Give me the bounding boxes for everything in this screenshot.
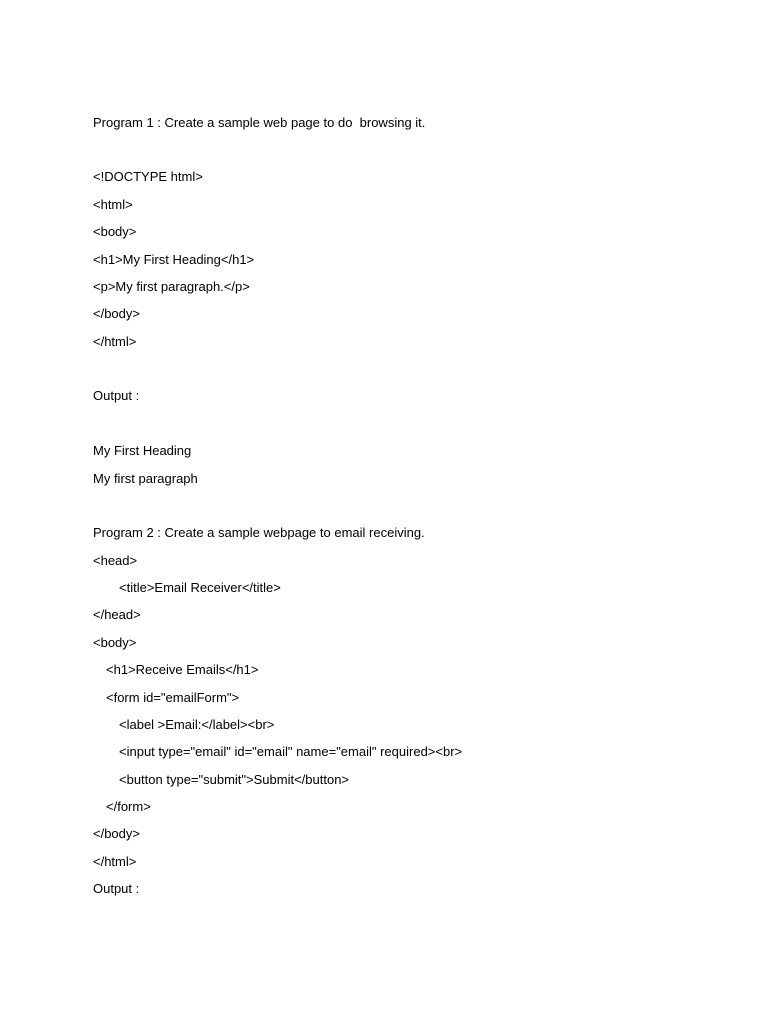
code-line: <head> (93, 553, 138, 568)
code-line: <button type="submit">Submit</button> (119, 772, 350, 787)
output-label: Output : (93, 388, 140, 403)
code-line: </html> (93, 334, 137, 349)
code-line: <p>My first paragraph.</p> (93, 279, 250, 294)
code-line: <label >Email:</label><br> (119, 717, 275, 732)
output-line: My First Heading (93, 443, 192, 458)
program-1-heading: Program 1 : Create a sample web page to do browsing it. (93, 115, 426, 130)
code-line: </html> (93, 854, 137, 869)
code-line: </body> (93, 826, 140, 841)
output-label: Output : (93, 881, 140, 896)
code-line: </head> (93, 607, 141, 622)
code-line: <h1>Receive Emails</h1> (106, 662, 259, 677)
code-line: <form id="emailForm"> (106, 690, 240, 705)
code-line: <html> (93, 197, 133, 212)
code-line: <input type="email" id="email" name="email" required><br> (119, 744, 463, 759)
program-2-heading: Program 2 : Create a sample webpage to email receiving. (93, 525, 425, 540)
code-line: <!DOCTYPE html> (93, 169, 203, 184)
code-line: <body> (93, 635, 137, 650)
code-line: <title>Email Receiver</title> (119, 580, 281, 595)
code-line: <body> (93, 224, 137, 239)
code-line: <h1>My First Heading</h1> (93, 252, 255, 267)
code-line: </body> (93, 306, 140, 321)
code-line: </form> (106, 799, 151, 814)
output-line: My first paragraph (93, 471, 198, 486)
